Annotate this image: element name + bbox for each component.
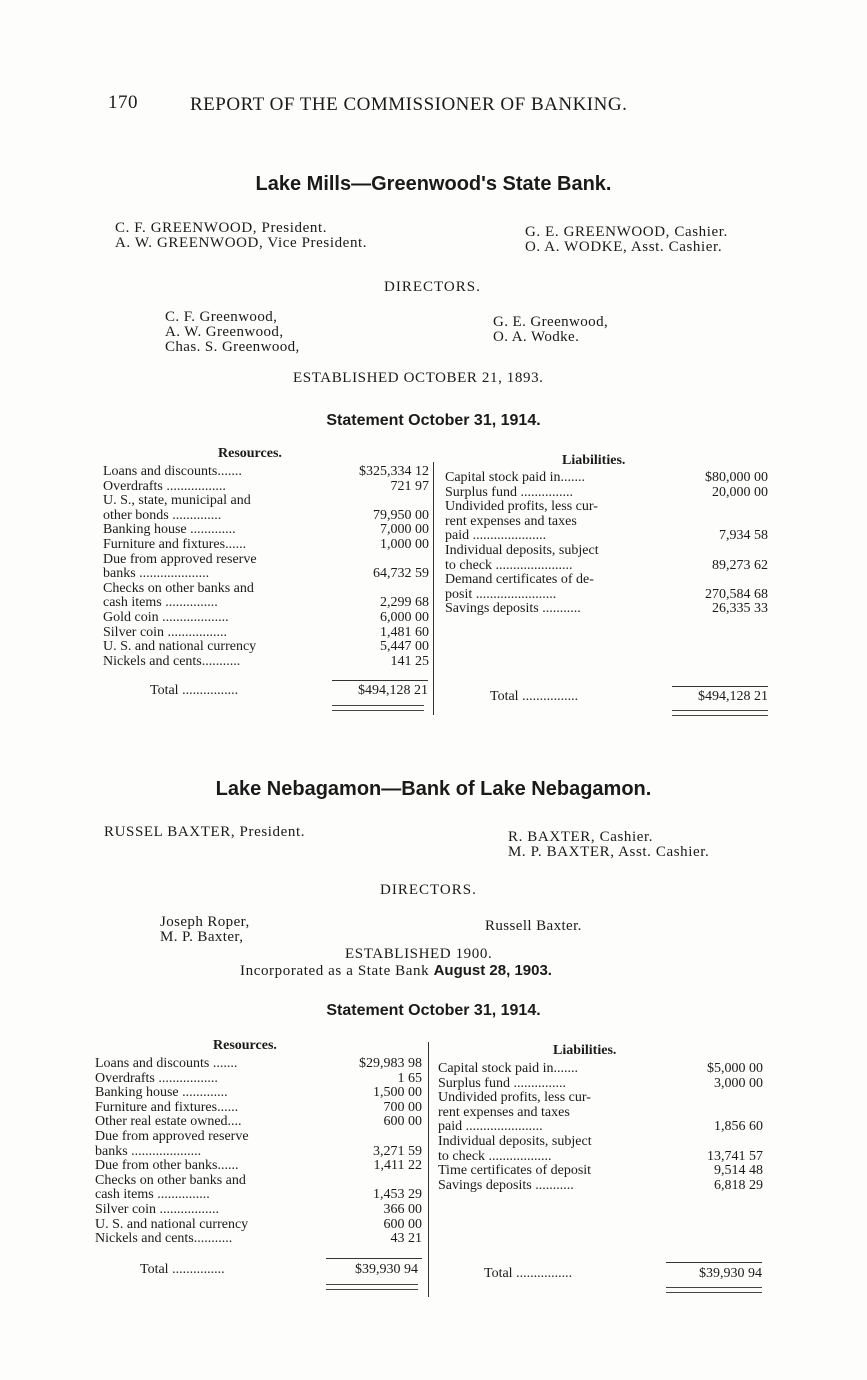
bank2-officer-president: RUSSEL BAXTER, President. (104, 824, 306, 840)
ledger-row (103, 553, 429, 568)
bank1-column-divider (433, 462, 434, 715)
row-amount: 7,000 00 (380, 522, 429, 538)
incorporated-date: August 28, 1903. (433, 962, 552, 979)
row-amount: 79,950 00 (373, 507, 429, 523)
bank1-officer-president: C. F. GREENWOOD, President. (115, 220, 328, 236)
ledger-row (95, 1174, 422, 1189)
ledger-row (438, 1120, 763, 1135)
ledger-row (103, 480, 429, 495)
total-amount: $494,128 21 (698, 689, 768, 704)
row-label: cash items ............... (103, 595, 218, 611)
row-label: Nickels and cents........... (95, 1231, 233, 1247)
row-amount: 141 25 (390, 653, 429, 669)
row-label: Time certificates of deposit (438, 1163, 592, 1179)
incorporated-prefix: Incorporated as a State Bank (240, 963, 430, 979)
ledger-row (445, 559, 768, 574)
total-amount: $39,930 94 (699, 1266, 762, 1281)
ledger-row (445, 602, 768, 617)
bank1-director: C. F. Greenwood, (165, 309, 278, 325)
ledger-row (445, 500, 768, 515)
bank1-statement-title: Statement October 31, 1914. (326, 412, 541, 429)
ledger-row (445, 515, 768, 530)
bank2-directors-heading: DIRECTORS. (380, 882, 477, 898)
ledger-row (95, 1159, 422, 1174)
row-label: Loans and discounts....... (103, 464, 242, 479)
bank2-resources-heading: Resources. (213, 1038, 277, 1053)
bank2-title: Lake Nebagamon—Bank of Lake Nebagamon. (215, 778, 652, 800)
ledger-row (103, 523, 429, 538)
row-label: Individual deposits, subject (438, 1134, 592, 1149)
ledger-row (95, 1203, 422, 1218)
row-label: Undivided profits, less cur- (445, 499, 598, 515)
bank1-resources-double-rule (332, 705, 424, 711)
row-amount: 3,271 59 (373, 1143, 422, 1159)
ledger-row (95, 1130, 422, 1145)
row-label: other bonds .............. (103, 507, 222, 523)
bank1-liabilities-total-rule (672, 686, 768, 687)
ledger-row (95, 1145, 422, 1160)
row-label: Overdrafts ................. (95, 1070, 218, 1086)
row-amount: 270,584 68 (705, 586, 768, 602)
bank2-incorporated (240, 962, 552, 980)
bank1-director: O. A. Wodke. (493, 329, 580, 345)
ledger-row (103, 509, 429, 524)
row-label: Banking house ............. (95, 1085, 228, 1101)
row-label: to check ...................... (445, 557, 573, 573)
row-label: Savings deposits ........... (438, 1177, 574, 1193)
row-amount: 20,000 00 (712, 484, 768, 500)
bank2-liabilities-double-rule (666, 1287, 762, 1293)
page-number: 170 (108, 92, 138, 113)
row-amount: 700 00 (383, 1099, 422, 1115)
row-label: rent expenses and taxes (445, 513, 577, 529)
row-label: Due from other banks...... (95, 1158, 239, 1174)
ledger-row (445, 529, 768, 544)
ledger-row (103, 640, 429, 655)
bank2-liabilities-total-row (484, 1267, 762, 1282)
row-amount: 3,000 00 (714, 1075, 763, 1091)
row-amount: $80,000 00 (705, 470, 768, 485)
row-label: Overdrafts ................. (103, 478, 226, 494)
row-amount: 1,411 22 (373, 1158, 422, 1174)
total-amount: $494,128 21 (358, 683, 428, 698)
bank2-director: M. P. Baxter, (160, 929, 244, 945)
ledger-row (445, 588, 768, 603)
row-amount: 6,818 29 (714, 1177, 763, 1193)
running-head: REPORT OF THE COMMISSIONER OF BANKING. (190, 94, 628, 115)
ledger-row (103, 655, 429, 670)
bank2-resources-total-row (140, 1263, 420, 1278)
ledger-row (445, 544, 768, 559)
row-label: Furniture and fixtures...... (103, 537, 247, 552)
ledger-row (103, 567, 429, 582)
row-label: Due from approved reserve (103, 551, 257, 567)
row-label: U. S., state, municipal and (103, 493, 251, 509)
row-amount: $325,334 12 (359, 464, 429, 479)
bank2-liabilities-total-rule (666, 1262, 762, 1263)
row-label: Other real estate owned.... (95, 1114, 242, 1130)
ledger-row (445, 471, 768, 486)
total-label: Total ................ (150, 683, 239, 698)
row-label: paid ..................... (445, 528, 547, 544)
row-label: Checks on other banks and (95, 1172, 246, 1188)
row-amount: 2,299 68 (380, 595, 429, 611)
row-label: Silver coin ................. (95, 1202, 220, 1217)
row-amount: 7,934 58 (719, 528, 768, 544)
bank1-director: Chas. S. Greenwood, (165, 339, 300, 355)
row-amount: $29,983 98 (359, 1056, 422, 1071)
row-amount: 43 21 (390, 1231, 422, 1247)
bank2-resources-total-rule (326, 1258, 422, 1259)
ledger-row (438, 1091, 763, 1106)
ledger-row (103, 538, 429, 553)
ledger-row (103, 611, 429, 626)
ledger-row (438, 1150, 763, 1165)
bank2-director: Joseph Roper, (160, 914, 250, 930)
ledger-row (95, 1115, 422, 1130)
ledger-row (438, 1062, 763, 1077)
row-label: Checks on other banks and (103, 580, 254, 596)
row-amount: $5,000 00 (707, 1061, 763, 1076)
ledger-row (103, 465, 429, 480)
bank2-liabilities-heading: Liabilities. (553, 1043, 617, 1058)
row-amount: 1 65 (397, 1070, 422, 1086)
ledger-row (103, 626, 429, 641)
row-amount: 64,732 59 (373, 566, 429, 582)
row-amount: 26,335 33 (712, 601, 768, 617)
row-label: Nickels and cents........... (103, 653, 241, 669)
ledger-row (103, 596, 429, 611)
row-amount: 1,000 00 (380, 537, 429, 552)
ledger-row (103, 494, 429, 509)
row-label: Surplus fund ............... (445, 484, 573, 500)
row-label: Due from approved reserve (95, 1129, 249, 1144)
ledger-row (95, 1232, 422, 1247)
ledger-row (103, 582, 429, 597)
row-label: Loans and discounts ....... (95, 1056, 238, 1071)
ledger-row (95, 1218, 422, 1233)
row-label: Silver coin ................. (103, 624, 228, 640)
bank1-directors-heading: DIRECTORS. (384, 279, 481, 295)
row-amount: 721 97 (390, 478, 429, 494)
row-amount: 9,514 48 (714, 1163, 763, 1179)
ledger-row (95, 1188, 422, 1203)
bank1-established: ESTABLISHED OCTOBER 21, 1893. (293, 370, 544, 386)
row-label: Undivided profits, less cur- (438, 1090, 591, 1106)
row-label: Demand certificates of de- (445, 572, 594, 588)
row-label: posit ....................... (445, 586, 557, 602)
ledger-row (438, 1179, 763, 1194)
row-amount: 1,481 60 (380, 624, 429, 640)
bank1-officer-vice-president: A. W. GREENWOOD, Vice President. (115, 235, 368, 251)
total-label: Total ................ (484, 1266, 573, 1281)
row-label: Gold coin ................... (103, 610, 229, 625)
ledger-row (445, 573, 768, 588)
bank1-resources-heading: Resources. (218, 446, 282, 461)
bank1-officer-asst-cashier: O. A. WODKE, Asst. Cashier. (525, 239, 723, 255)
bank2-established: ESTABLISHED 1900. (345, 946, 493, 962)
ledger-row (438, 1164, 763, 1179)
row-label: Surplus fund ............... (438, 1075, 566, 1091)
bank2-officer-cashier: R. BAXTER, Cashier. (508, 829, 654, 845)
row-label: to check .................. (438, 1148, 552, 1164)
bank1-officer-cashier: G. E. GREENWOOD, Cashier. (525, 224, 728, 240)
bank1-resources-total-row (150, 684, 430, 699)
bank1-title: Lake Mills—Greenwood's State Bank. (255, 173, 612, 195)
row-amount: 600 00 (383, 1216, 422, 1232)
row-label: U. S. and national currency (103, 639, 257, 655)
ledger-row (95, 1057, 422, 1072)
bank1-director: G. E. Greenwood, (493, 314, 609, 330)
row-label: Savings deposits ........... (445, 601, 581, 617)
row-amount: 13,741 57 (707, 1148, 763, 1164)
row-label: rent expenses and taxes (438, 1104, 570, 1120)
row-label: Furniture and fixtures...... (95, 1099, 239, 1115)
row-label: banks .................... (103, 566, 210, 582)
bank2-resources-double-rule (326, 1284, 418, 1290)
row-amount: 6,000 00 (380, 610, 429, 625)
row-label: Individual deposits, subject (445, 543, 599, 558)
ledger-row (95, 1086, 422, 1101)
bank2-officer-asst-cashier: M. P. BAXTER, Asst. Cashier. (508, 844, 710, 860)
row-label: Capital stock paid in....... (438, 1061, 578, 1076)
ledger-row (438, 1135, 763, 1150)
ledger-row (95, 1101, 422, 1116)
row-amount: 1,453 29 (373, 1187, 422, 1203)
bank1-resources-total-rule (332, 680, 428, 681)
bank2-column-divider (428, 1042, 429, 1297)
bank1-liabilities-heading: Liabilities. (562, 453, 626, 468)
row-label: Banking house ............. (103, 522, 236, 538)
bank1-liabilities-total-row (490, 690, 768, 705)
row-amount: 89,273 62 (712, 557, 768, 573)
total-label: Total ............... (140, 1262, 225, 1277)
row-label: banks .................... (95, 1143, 202, 1159)
bank1-liabilities-double-rule (672, 710, 768, 716)
row-label: Capital stock paid in....... (445, 470, 585, 485)
total-label: Total ................ (490, 689, 579, 704)
row-amount: 600 00 (383, 1114, 422, 1130)
ledger-row (438, 1106, 763, 1121)
row-amount: 1,856 60 (714, 1119, 763, 1135)
bank1-director: A. W. Greenwood, (165, 324, 284, 340)
ledger-row (438, 1077, 763, 1092)
row-amount: 366 00 (383, 1202, 422, 1217)
row-label: U. S. and national currency (95, 1216, 249, 1232)
row-label: cash items ............... (95, 1187, 210, 1203)
ledger-row (445, 486, 768, 501)
total-amount: $39,930 94 (355, 1262, 418, 1277)
bank2-director: Russell Baxter. (485, 918, 582, 934)
row-amount: 5,447 00 (380, 639, 429, 655)
ledger-row (95, 1072, 422, 1087)
row-label: paid ...................... (438, 1119, 543, 1135)
row-amount: 1,500 00 (373, 1085, 422, 1101)
bank2-statement-title: Statement October 31, 1914. (326, 1002, 541, 1019)
